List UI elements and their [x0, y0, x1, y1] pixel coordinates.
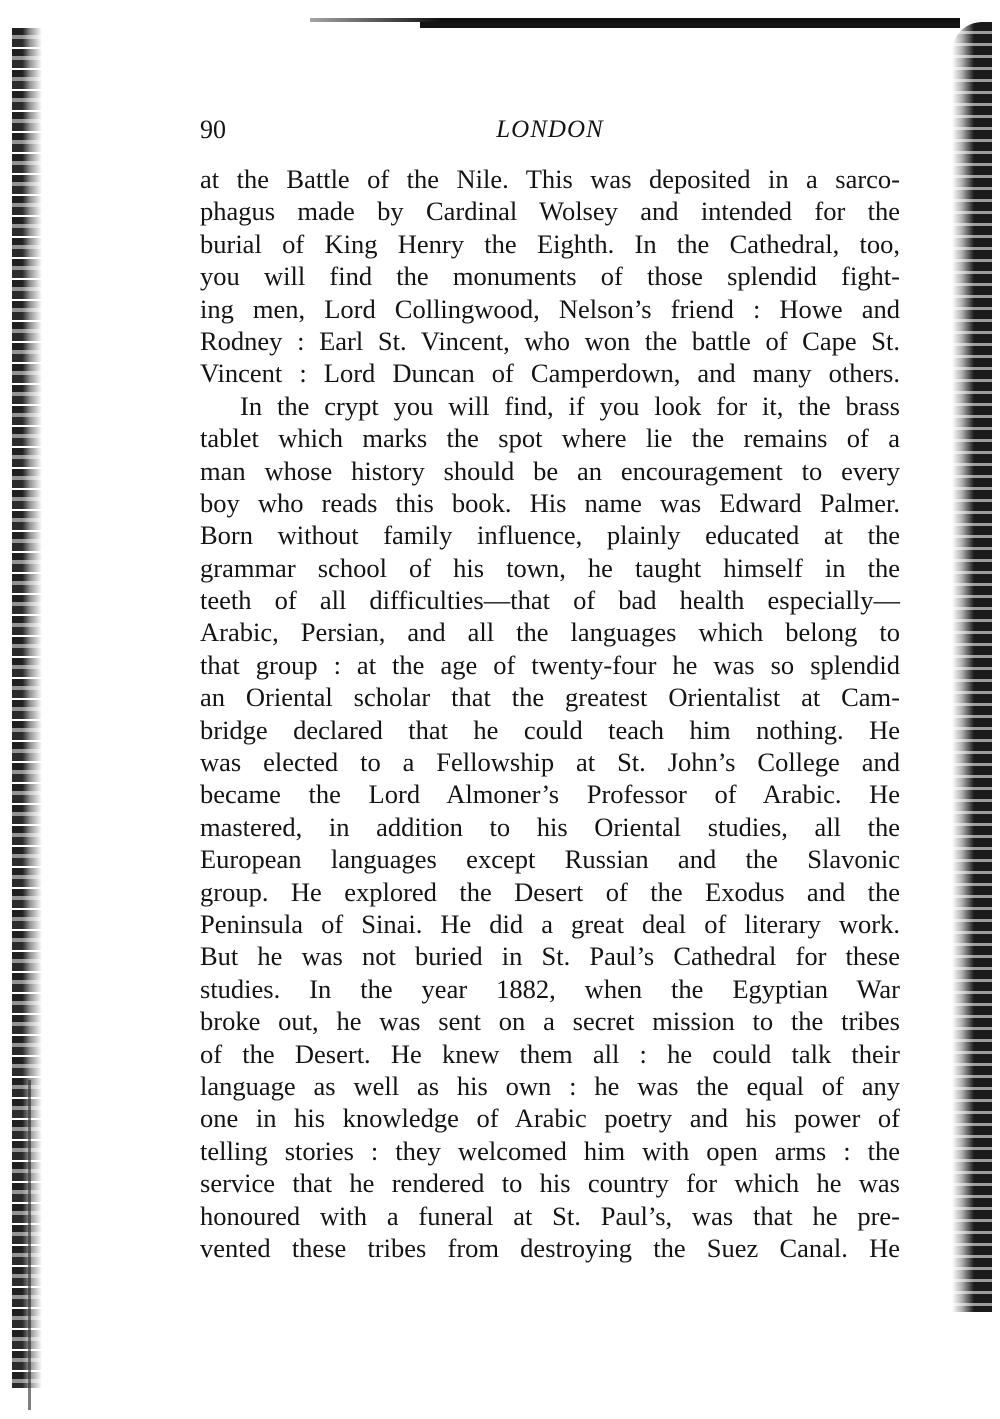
- page-number: 90: [200, 115, 226, 144]
- text-line: teeth of all difficulties—that of bad health especially—: [200, 585, 900, 616]
- text-line: became the Lord Almoner’s Professor of Arabic. He: [200, 779, 900, 810]
- text-line: man whose history should be an encouragement to every: [200, 455, 900, 486]
- text-line: Arabic, Persian, and all the languages which belong to: [200, 617, 900, 648]
- paragraph-first-line: In the crypt you will find, if you look for it, the brass: [240, 390, 900, 421]
- text-line: telling stories : they welcomed him with open arms : the: [200, 1135, 900, 1166]
- text-line: phagus made by Cardinal Wolsey and intended for the: [200, 196, 900, 227]
- text-line: service that he rendered to his country for which he was: [200, 1168, 900, 1199]
- text-line: But he was not buried in St. Paul’s Cathedral for these: [200, 941, 900, 972]
- text-line: one in his knowledge of Arabic poetry and his power of: [200, 1103, 900, 1134]
- text-line: at the Battle of the Nile. This was deposited in a sarco-: [200, 164, 900, 194]
- text-line: an Oriental scholar that the greatest Orientalist at Cam-: [200, 682, 900, 713]
- text-line: ing men, Lord Collingwood, Nelson’s friend : Howe and: [200, 293, 900, 324]
- text-line: studies. In the year 1882, when the Egyptian War: [200, 973, 900, 1004]
- text-line: European languages except Russian and the Slavonic: [200, 844, 900, 875]
- text-line: tablet which marks the spot where lie the remains of a: [200, 423, 900, 454]
- text-line: boy who reads this book. His name was Edward Palmer.: [200, 487, 900, 518]
- scan-edge-top-shadow: [420, 22, 960, 28]
- text-line: you will find the monuments of those splendid fight-: [200, 261, 900, 292]
- text-line: group. He explored the Desert of the Exodus and the: [200, 876, 900, 907]
- text-line: Peninsula of Sinai. He did a great deal of literary work.: [200, 908, 900, 939]
- text-line: of the Desert. He knew them all : he could talk their: [200, 1038, 900, 1069]
- text-line: language as well as his own : he was the equal of any: [200, 1070, 900, 1101]
- text-line: vented these tribes from destroying the Suez Canal. He: [200, 1232, 900, 1263]
- text-line: burial of King Henry the Eighth. In the Cathedral, too,: [200, 228, 900, 259]
- text-line: bridge declared that he could teach him nothing. He: [200, 714, 900, 745]
- text-line: Vincent : Lord Duncan of Camperdown, and many others.: [200, 358, 900, 389]
- scan-edge-right: [952, 22, 992, 1312]
- body-text: [200, 163, 900, 1264]
- text-line: that group : at the age of twenty-four he was so splendid: [200, 649, 900, 680]
- text-line: was elected to a Fellowship at St. John’s College and: [200, 747, 900, 778]
- text-line: grammar school of his town, he taught himself in the: [200, 552, 900, 583]
- scan-binding-edge-left: [12, 28, 42, 1388]
- text-line: mastered, in addition to his Oriental studies, all the: [200, 811, 900, 842]
- text-line: broke out, he was sent on a secret mission to the tribes: [200, 1006, 900, 1037]
- text-line: Born without family influence, plainly educated at the: [200, 520, 900, 551]
- text-line: Rodney : Earl St. Vincent, who won the battle of Cape St.: [200, 325, 900, 356]
- page-header: [200, 112, 900, 152]
- text-line: honoured with a funeral at St. Paul’s, was that he pre-: [200, 1200, 900, 1231]
- scan-edge-line: [28, 1080, 31, 1410]
- running-head: LONDON: [496, 116, 604, 143]
